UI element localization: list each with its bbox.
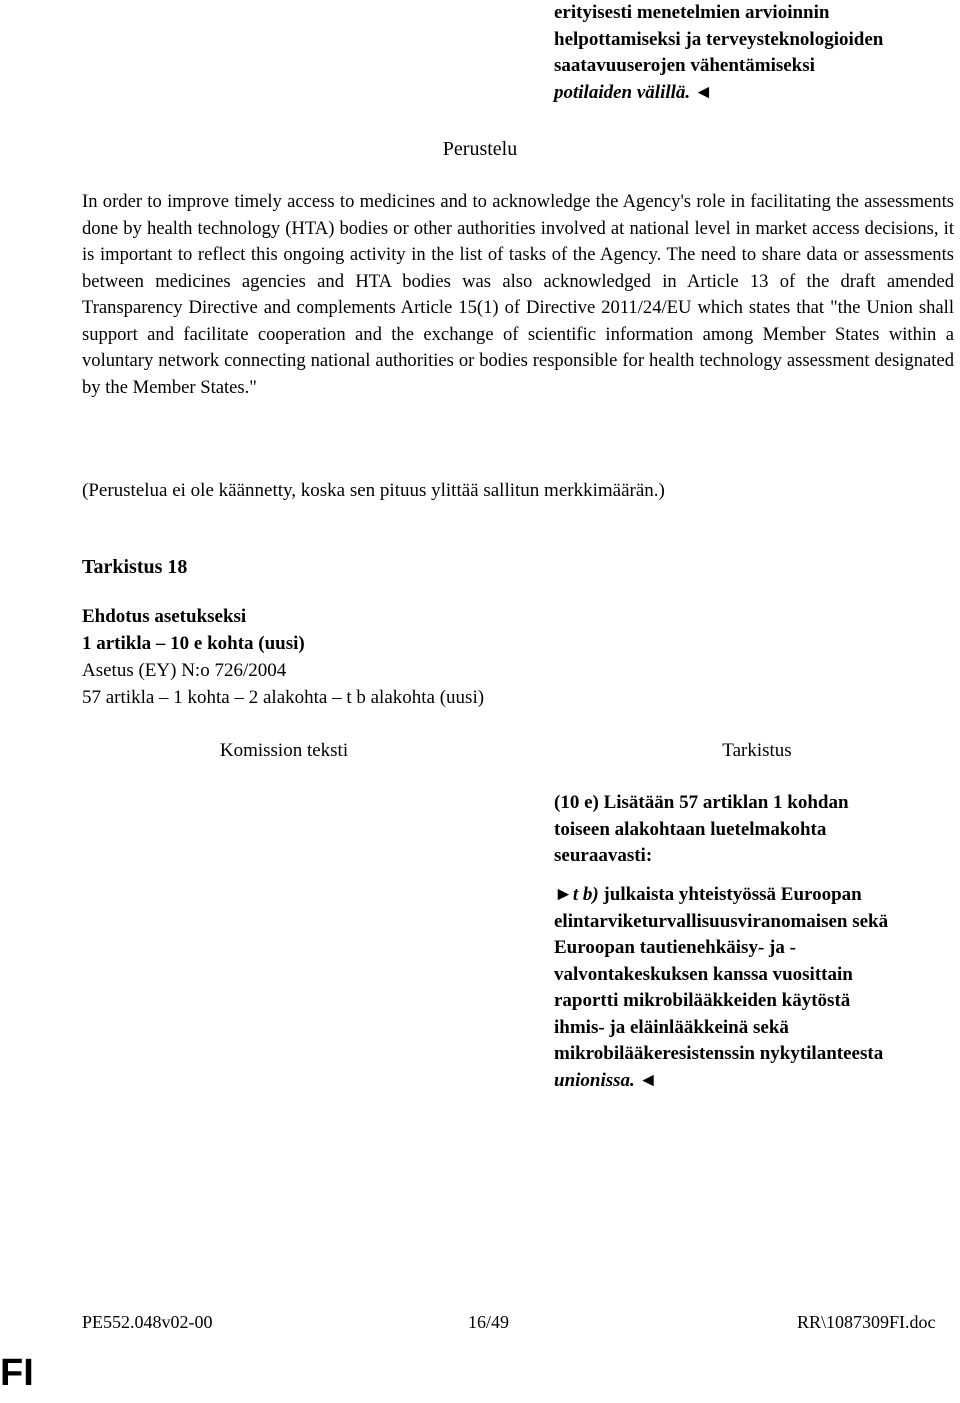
amendment-line-2: elintarviketurvallisuusviranomaisen sekä (554, 910, 889, 932)
amendment-line-1 (554, 882, 954, 909)
amendment-text (554, 882, 954, 1094)
amendment-column-heading: Tarkistus (722, 740, 792, 761)
end-marker-icon: ◄ (690, 81, 713, 103)
article-reference: 1 artikla – 10 e kohta (uusi) (82, 633, 305, 654)
amendment-line-7: mikrobilääkeresistenssin nykytilanteesta (554, 1043, 884, 1064)
amendment-intro (554, 790, 954, 870)
amendment-line-6: ihmis- ja eläinlääkkeinä sekä (554, 1016, 789, 1038)
continued-line-2: helpottamiseksi ja terveysteknologioiden (554, 28, 884, 50)
footer-file-name: RR\1087309FI.doc (797, 1312, 936, 1332)
amendment-line-3: Euroopan tautienehkäisy- ja - (554, 937, 796, 958)
intro-line-2: toiseen alakohtaan luetelmakohta (554, 818, 827, 840)
footer-doc-id: PE552.048v02-00 (82, 1312, 213, 1332)
justification-title: Perustelu (442, 138, 518, 160)
footer-page-number: 16/49 (468, 1312, 510, 1332)
justification-body: In order to improve timely access to medicines and to acknowledge the Agency's role in facilitating the assessments done by health technology (HTA) bodies or other authorities involved at national level in market access decisions, it is important to reflect this ongoing activity in the list of tasks of the Agency. The need to share data or assessments between medicines agencies and HTA bodies was also acknowledged in Article 13 of the draft amended Transparency Directive and complements Article 15(1) of Directive 2011/24/EU which states that "the Union shall support and facilitate cooperation and the exchange of scientific information among Member States within a voluntary network connecting national authorities or bodies responsible for health technology assessment designated by the Member States." (82, 191, 954, 398)
amendment-line-4: valvontakeskuksen kanssa vuosittain (554, 963, 853, 985)
proposal-label: Ehdotus asetukseksi (82, 606, 247, 627)
point-label: t b) (572, 884, 599, 905)
intro-line-3: seuraavasti: (554, 845, 653, 866)
translation-note: (Perustelua ei ole käännetty, koska sen pituus ylittää sallitun merkkimäärän.) (82, 480, 665, 501)
amendment-line-8 (554, 1068, 954, 1095)
continued-line-4-text: potilaiden välillä. (554, 81, 691, 103)
amendment-line-8-text: unionissa. (554, 1069, 635, 1091)
amendment-heading: Tarkistus 18 (82, 556, 188, 578)
continued-line-1: erityisesti menetelmien arvioinnin (554, 2, 830, 23)
language-code: FI (0, 1352, 34, 1394)
continued-line-4 (554, 80, 954, 107)
end-marker-icon: ◄ (634, 1069, 658, 1091)
amendment-line-5: raportti mikrobilääkkeiden käytöstä (554, 990, 851, 1011)
subparagraph-reference: 57 artikla – 1 kohta – 2 alakohta – t b alakohta (uusi) (82, 687, 485, 708)
commission-text-heading: Komission teksti (219, 740, 349, 761)
regulation-reference: Asetus (EY) N:o 726/2004 (82, 660, 287, 681)
amendment-line-1-text: julkaista yhteistyössä Euroopan (598, 884, 862, 905)
continued-amendment-text (554, 0, 954, 106)
start-marker-icon: ► (554, 884, 573, 905)
continued-line-3: saatavuuserojen vähentämiseksi (554, 55, 815, 76)
intro-line-1: (10 e) Lisätään 57 artiklan 1 kohdan (554, 792, 849, 813)
